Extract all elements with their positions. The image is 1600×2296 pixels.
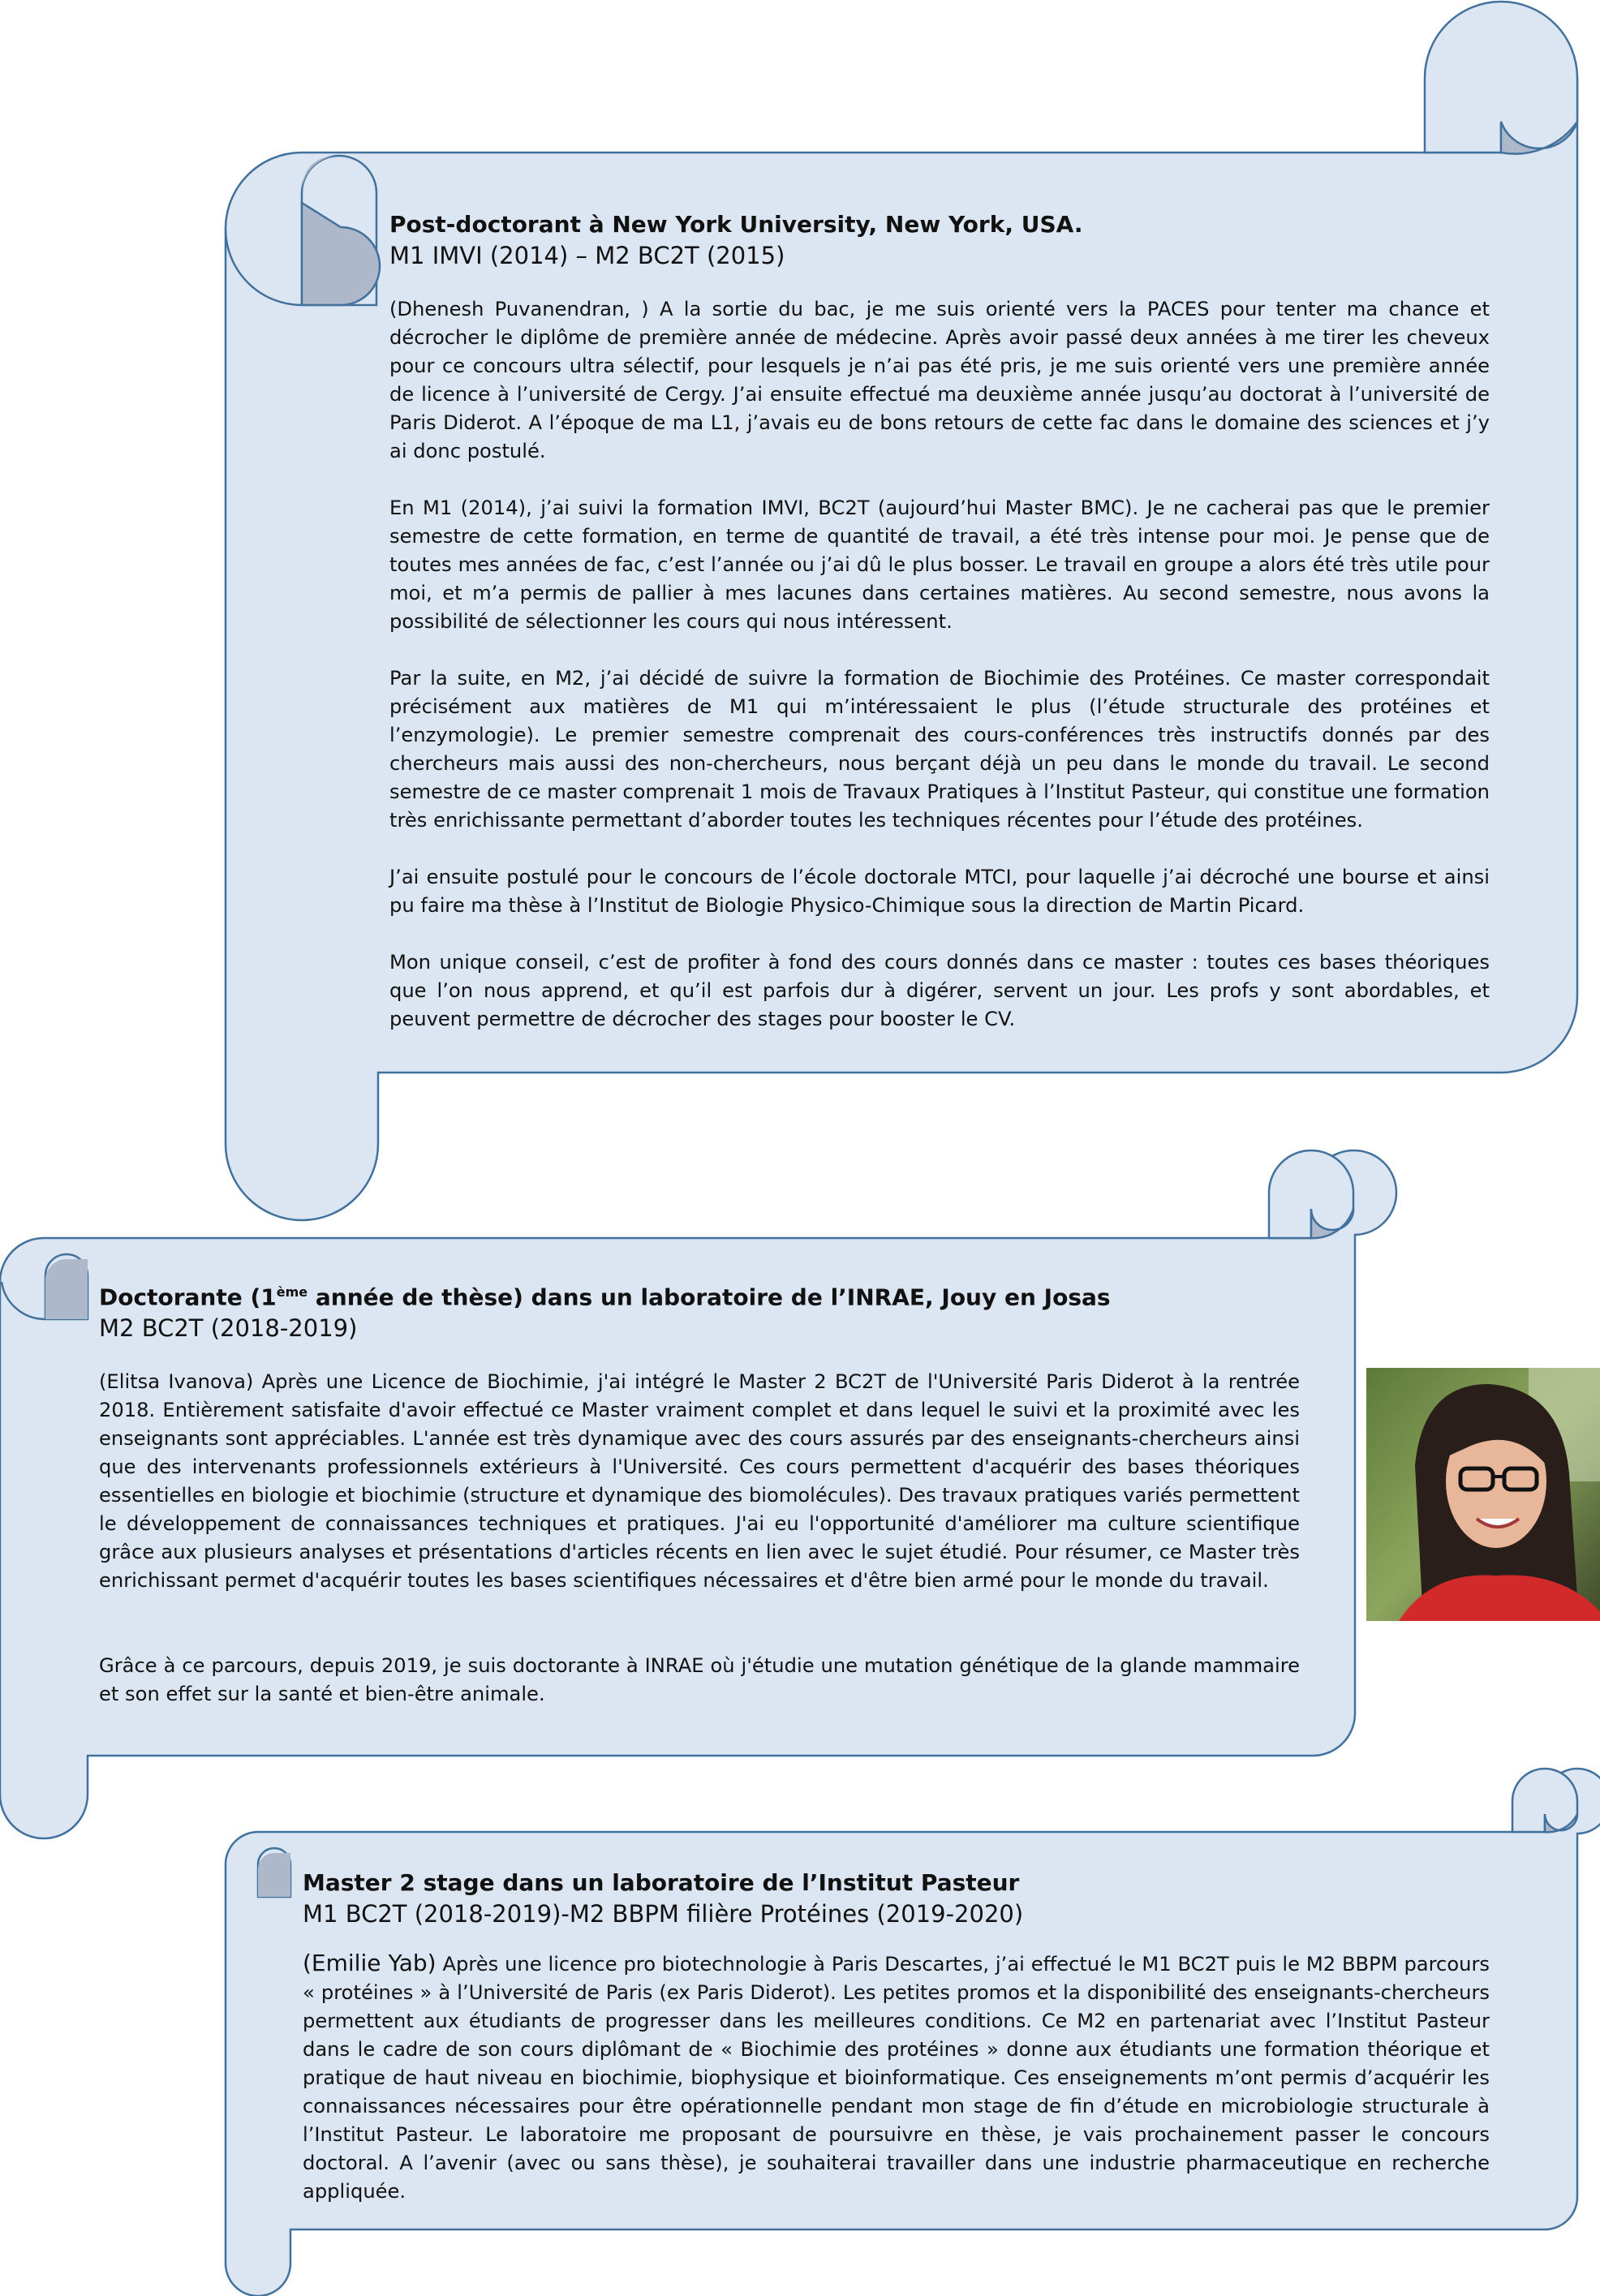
- testimonial-subtitle: M1 IMVI (2014) – M2 BC2T (2015): [389, 242, 785, 269]
- testimonial-title: Master 2 stage dans un laboratoire de l’Institut Pasteur: [303, 1869, 1020, 1896]
- testimonial-paragraph: (Elitsa Ivanova) Après une Licence de Biochimie, j'ai intégré le Master 2 BC2T de l'Université Paris Diderot à la rentrée 2018. Entièrement satisfaite d'avoir effectué ce Master vraiment complet et dans lequel le suivi et la proximité avec les enseignants sont appréciables. L'année est très dynamique avec des cours assurés par des enseignants-chercheurs ainsi que des intervenants professionnels extérieurs à l'Université. Ces cours permettent d'acquérir des bases théoriques essentielles en biologie et biochimie (structure et dynamique des biomolécules). Des travaux pratiques variés permettent le développement de connaissances techniques et pratiques. J'ai eu l'opportunité d'améliorer ma culture scientifique grâce aux plusieurs analyses et présentations d'articles récents en lien avec le sujet étudié. Pour résumer, ce Master très enrichissant permet d'acquérir toutes les bases scientifiques nécessaires et d'être bien armé pour le monde du travail.: [99, 1370, 1300, 1593]
- testimonial-author: (Emilie Yab): [303, 1950, 437, 1976]
- testimonial-title: Doctorante (1ème année de thèse) dans un laboratoire de l’INRAE, Jouy en Josas: [99, 1283, 1111, 1311]
- testimonial-card-3: [303, 1868, 1490, 2234]
- testimonial-paragraph: Grâce à ce parcours, depuis 2019, je suis doctorante à INRAE où j'étudie une mutation génétique de la glande mammaire et son effet sur la santé et bien-être animale.: [99, 1654, 1300, 1706]
- testimonial-paragraph: (Emilie Yab) Après une licence pro biotechnologie à Paris Descartes, j’ai effectué le M1 BC2T puis le M2 BBPM parcours « protéines » à l’Université de Paris (ex Paris Diderot). Les petites promos et la disponibilité des enseignants-chercheurs permettent aux étudiants de progresser dans les meilleures conditions. Ce M2 en partenariat avec l’Institut Pasteur dans le cadre de son cours diplômant de « Biochimie des protéines » donne aux étudiants une formation théorique et pratique de haut niveau en biochimie, biophysique et bioinformatique. Ces enseignements m’ont permis d’acquérir les connaissances nécessaires pour être opérationnelle pendant mon stage de fin d’étude en microbiologie structurale à l’Institut Pasteur. Le laboratoire me proposant de poursuivre en thèse, je vais prochainement passer le concours doctoral. A l’avenir (avec ou sans thèse), je souhaiterai travailler dans une industrie pharmaceutique en recherche appliquée.: [303, 1950, 1490, 2203]
- testimonial-paragraph: (Dhenesh Puvanendran, ) A la sortie du bac, je me suis orienté vers la PACES pour tenter ma chance et décrocher le diplôme de première année de médecine. Après avoir passé deux années à me tirer les cheveux pour ce concours ultra sélectif, pour lesquels je n’ai pas été pris, je me suis orienté vers une première année de licence à l’université de Cergy. J’ai ensuite effectué ma deuxième année jusqu’au doctorat à l’université de Paris Diderot. A l’époque de ma L1, j’avais eu de bons retours de cette fac dans le domaine des sciences et j’y ai donc postulé.: [389, 298, 1490, 462]
- testimonial-paragraph: En M1 (2014), j’ai suivi la formation IMVI, BC2T (aujourd’hui Master BMC). Je ne cacherai pas que le premier semestre de cette formation, en terme de quantité de travail, a été très intense pour moi. Je pense que de toutes mes années de fac, c’est l’année ou j’ai dû le plus bosser. Le travail en groupe a alors été très utile pour moi, et m’a permis de pallier à mes lacunes dans certaines matières. Au second semestre, nous avons la possibilité de sélectionner les cours qui nous intéressent.: [389, 497, 1490, 633]
- testimonial-subtitle: M2 BC2T (2018-2019): [99, 1314, 358, 1343]
- testimonial-paragraph: J’ai ensuite postulé pour le concours de l’école doctorale MTCI, pour laquelle j’ai décroché une bourse et ainsi pu faire ma thèse à l’Institut de Biologie Physico-Chimique sous la direction de Martin Picard.: [389, 866, 1490, 917]
- portrait-photo: [1366, 1368, 1600, 1621]
- testimonial-card-2: [99, 1277, 1300, 1737]
- testimonial-paragraph: Mon unique conseil, c’est de profiter à fond des cours donnés dans ce master : toutes ces bases théoriques que l’on nous apprend, et qu’il est parfois dur à digérer, servent un jour. Les profs y sont abordables, et peuvent permettre de décrocher des stages pour booster le CV.: [389, 951, 1490, 1030]
- testimonial-title: Post-doctorant à New York University, New York, USA.: [389, 211, 1083, 238]
- testimonial-subtitle: M1 BC2T (2018-2019)-M2 BBPM filière Protéines (2019-2020): [303, 1900, 1024, 1928]
- testimonial-paragraph: Par la suite, en M2, j’ai décidé de suivre la formation de Biochimie des Protéines. Ce master correspondait précisément aux matières de M1 qui m’intéressaient le plus (l’étude structurale des protéines et l’enzymologie). Le premier semestre comprenait des cours-conférences très instructifs donnés par des chercheurs mais aussi des non-chercheurs, nous berçant déjà un peu dans le monde du travail. Le second semestre de ce master comprenait 1 mois de Travaux Pratiques à l’Institut Pasteur, qui constitue une formation très enrichissante permettant d’aborder toutes les techniques récentes pour l’étude des protéines.: [389, 667, 1490, 832]
- testimonial-card-1: [389, 209, 1490, 1062]
